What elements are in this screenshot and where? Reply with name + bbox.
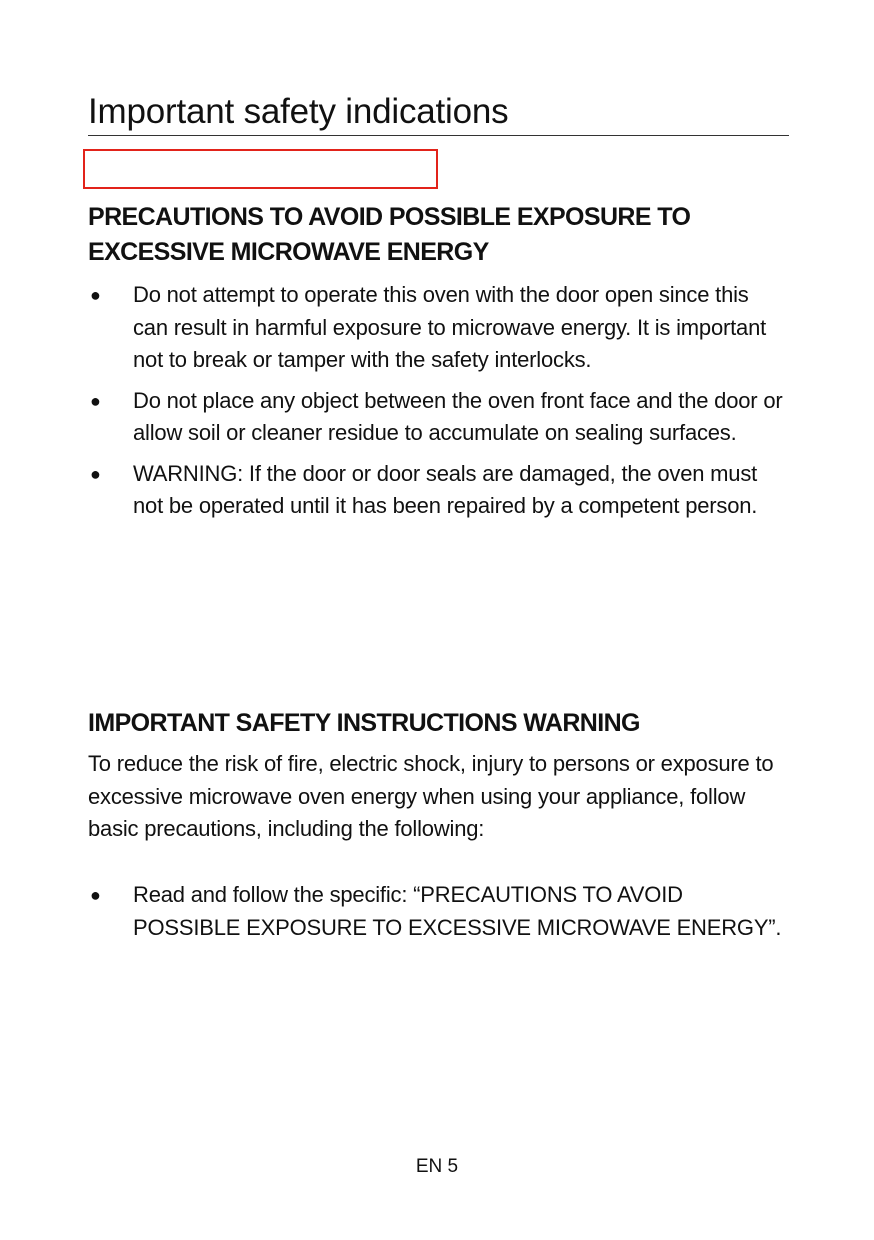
list-item xyxy=(88,279,788,377)
list-item xyxy=(88,385,788,450)
bullet-icon: ● xyxy=(90,390,101,411)
red-highlight-box xyxy=(83,149,438,189)
title-divider xyxy=(88,135,789,136)
bullet-icon: ● xyxy=(90,463,101,484)
intro-paragraph: To reduce the risk of fire, electric shock, injury to persons or exposure to excessive microwave oven energy when using your appliance, follow basic precautions, including the following: xyxy=(88,751,774,841)
list-item-text: Do not attempt to operate this oven with the door open since this can result in harmful exposure to microwave energy. It is important not to break or tamper with the safety interlocks. xyxy=(133,282,767,372)
list-item-text: Do not place any object between the oven front face and the door or allow soil or cleaner residue to accumulate on sealing surfaces. xyxy=(133,387,783,445)
page-number: EN 5 xyxy=(415,1156,459,1177)
precautions-list xyxy=(88,279,788,531)
list-item-text: WARNING: If the door or door seals are damaged, the oven must not be operated until it has been repaired by a competent person. xyxy=(133,460,758,518)
precautions-heading: PRECAUTIONS TO AVOID POSSIBLE EXPOSURE TO EXCESSIVE MICROWAVE ENERGY xyxy=(88,203,691,266)
bullet-icon: ● xyxy=(90,885,101,905)
list-item xyxy=(88,879,788,944)
list-item xyxy=(88,458,788,523)
safety-instructions-heading: IMPORTANT SAFETY INSTRUCTIONS WARNING xyxy=(88,709,640,737)
list-item-text: Read and follow the specific: “PRECAUTIONS TO AVOID POSSIBLE EXPOSURE TO EXCESSIVE MICROWAVE ENERGY”. xyxy=(133,882,782,940)
page-title: Important safety indications xyxy=(88,92,509,131)
bullet-icon: ● xyxy=(90,285,101,305)
instructions-list xyxy=(88,879,788,952)
